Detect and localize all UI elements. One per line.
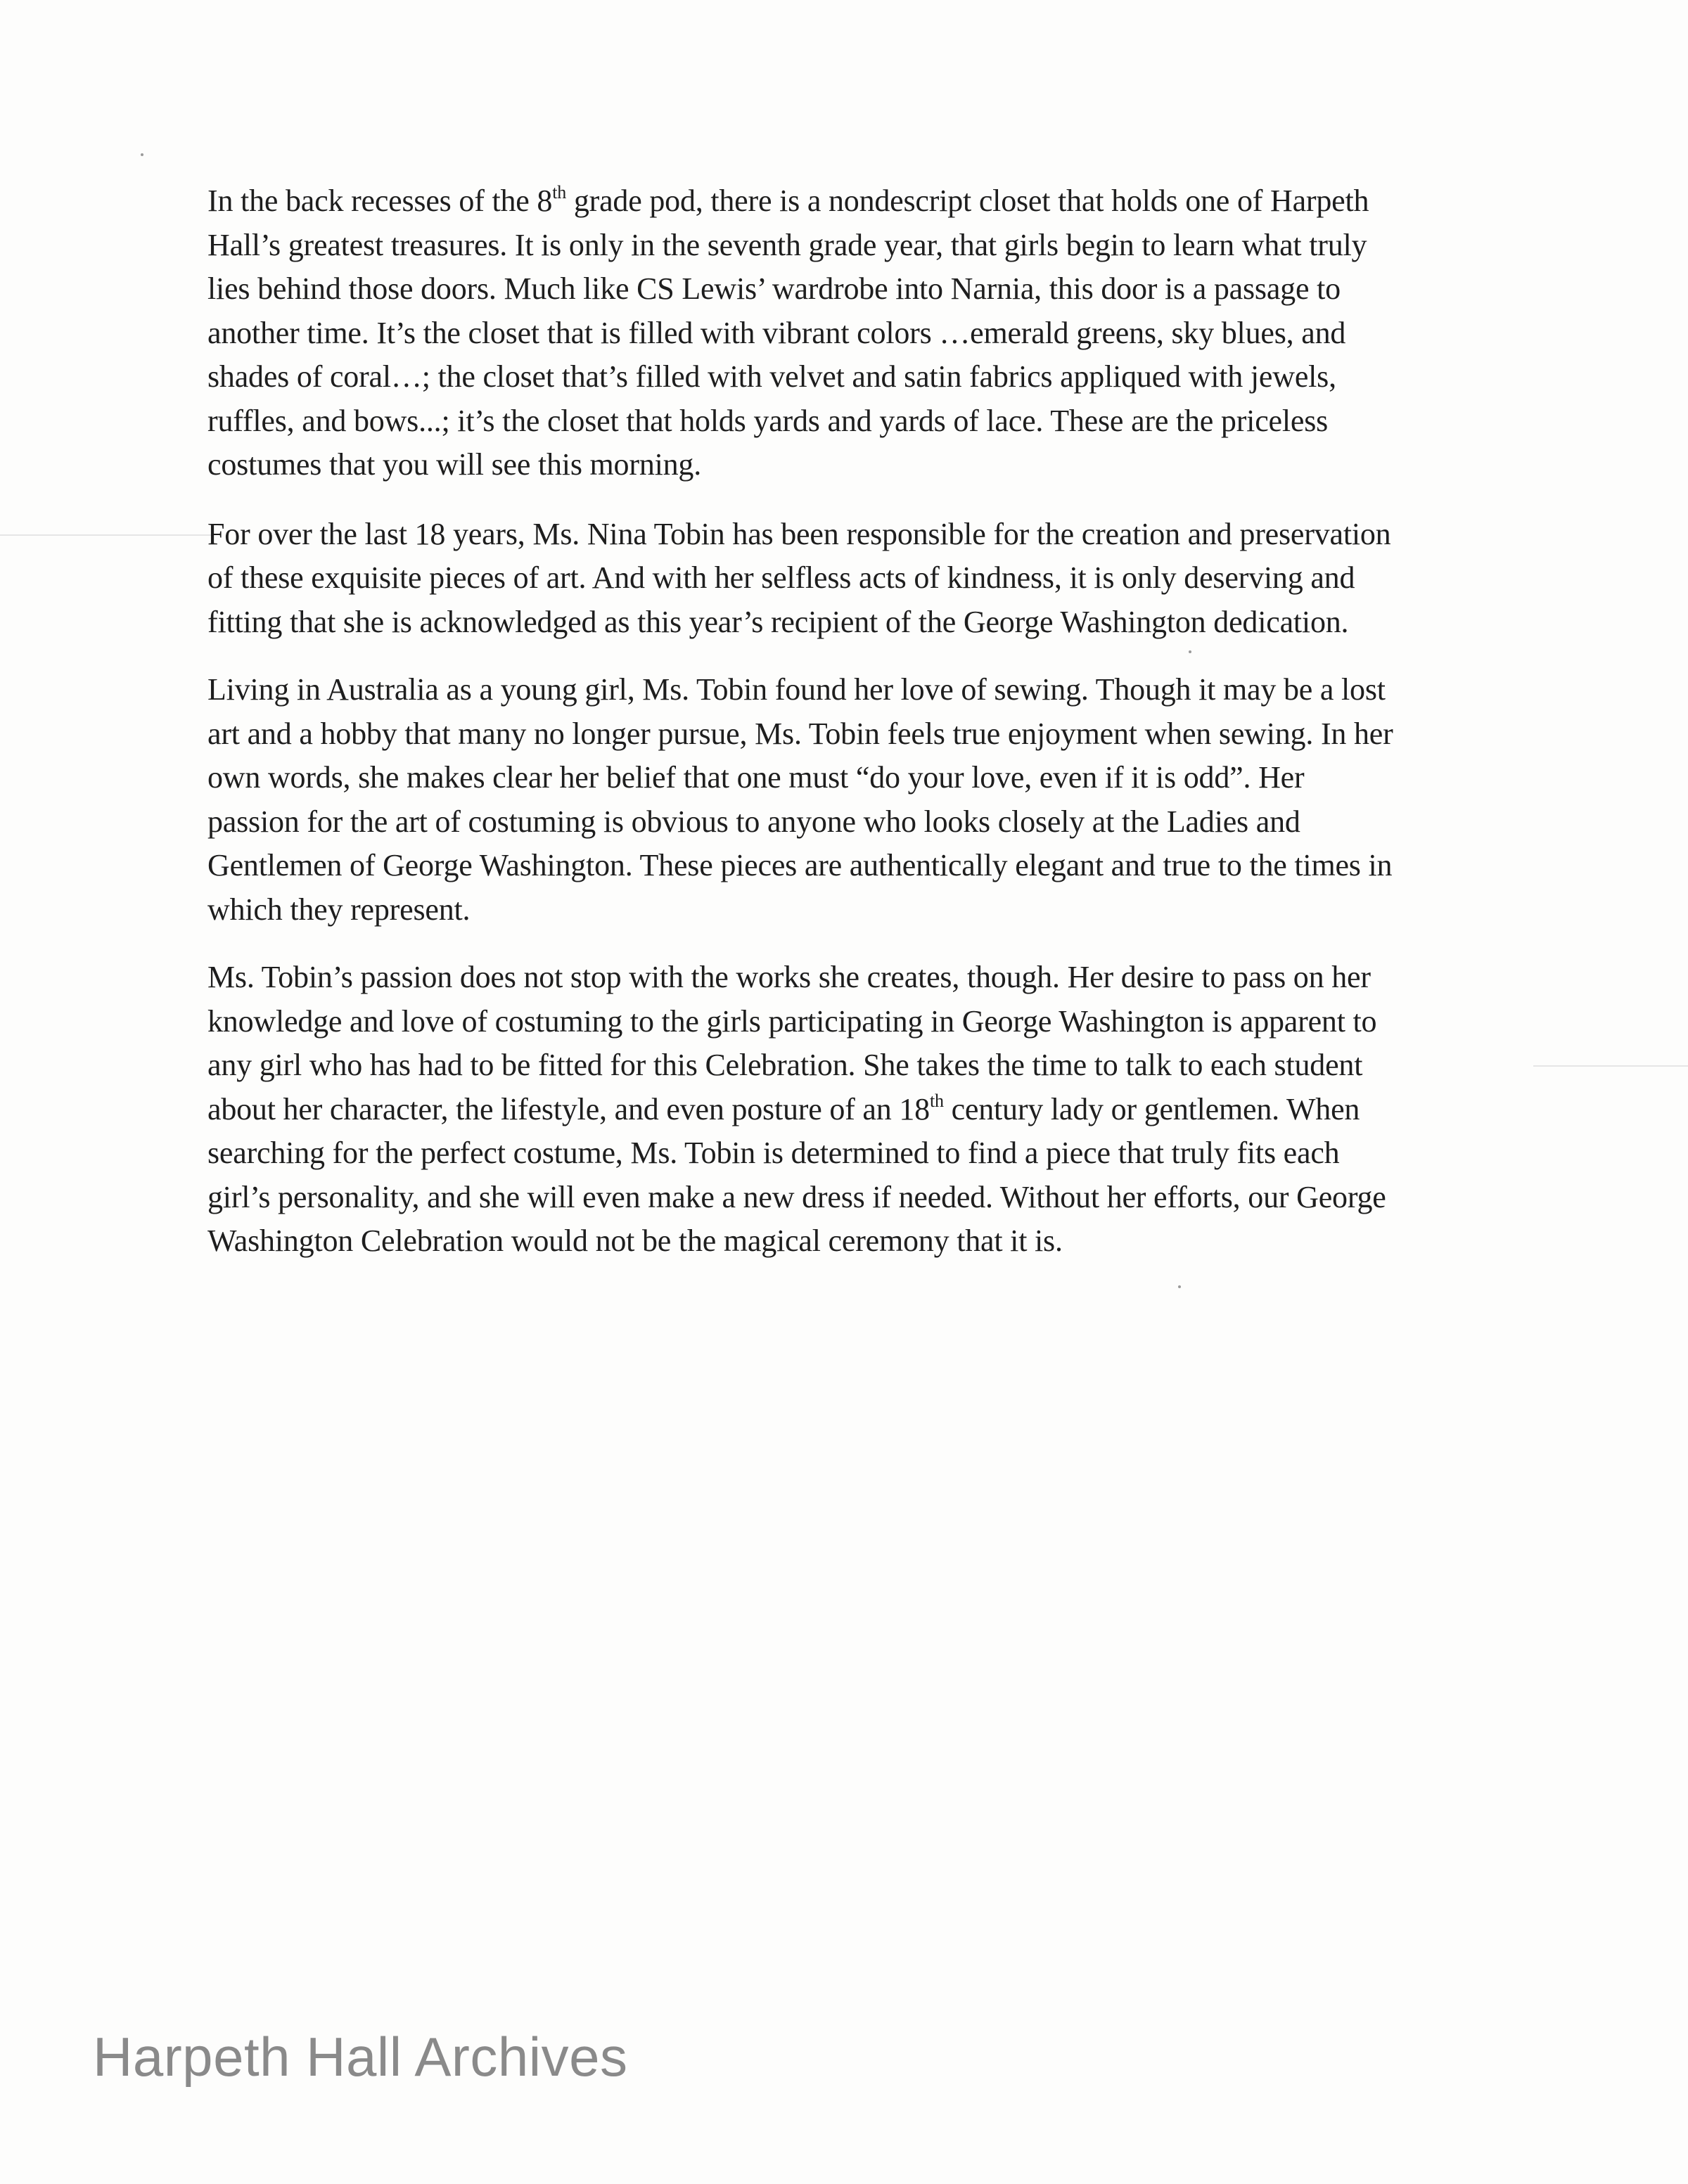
paragraph-closet: [207, 179, 1530, 487]
text-line: Living in Australia as a young girl, Ms. Tobin found her love of sewing. Though it may be a lost: [207, 672, 1386, 707]
text-line: [207, 1088, 1530, 1132]
text-segment: century lady or gentlemen. When: [943, 1091, 1360, 1126]
scan-artifact-dot: [1178, 1285, 1181, 1288]
archive-watermark: Harpeth Hall Archives: [93, 2026, 628, 2088]
text-line: Hall’s greatest treasures. It is only in the seventh grade year, that girls begin to learn what truly: [207, 227, 1367, 262]
paragraph-passion: [207, 956, 1530, 1264]
text-segment: In the back recesses of the 8: [207, 184, 553, 218]
paragraph-spacer: [207, 644, 1530, 668]
text-line: art and a hobby that many no longer pursue, Ms. Tobin feels true enjoyment when sewing. In her: [207, 716, 1393, 751]
paragraph-spacer: [207, 487, 1530, 513]
text-line: shades of coral…; the closet that’s filled with velvet and satin fabrics appliqued with jewels,: [207, 359, 1336, 394]
text-line: searching for the perfect costume, Ms. Tobin is determined to find a piece that truly fits each: [207, 1136, 1340, 1170]
paragraph-sewing: [207, 668, 1530, 932]
text-line: Ms. Tobin’s passion does not stop with the works she creates, though. Her desire to pass on her: [207, 960, 1371, 994]
paragraph-spacer: [207, 932, 1530, 956]
text-line: another time. It’s the closet that is filled with vibrant colors …emerald greens, sky blues, and: [207, 315, 1346, 350]
text-line: any girl who has had to be fitted for this Celebration. She takes the time to talk to each student: [207, 1048, 1363, 1082]
text-line: own words, she makes clear her belief that one must “do your love, even if it is odd”. Her: [207, 760, 1305, 795]
text-line: fitting that she is acknowledged as this year’s recipient of the George Washington dedication.: [207, 604, 1349, 639]
scan-artifact-line: [0, 534, 211, 536]
text-segment: grade pod, there is a nondescript closet that holds one of Harpeth: [566, 184, 1369, 218]
text-line: costumes that you will see this morning.: [207, 447, 702, 482]
text-line: girl’s personality, and she will even make a new dress if needed. Without her efforts, our George: [207, 1179, 1386, 1214]
ordinal-superscript: th: [929, 1090, 944, 1111]
document-body: [207, 179, 1530, 1264]
text-line: Gentlemen of George Washington. These pieces are authentically elegant and true to the times in: [207, 848, 1393, 882]
text-line: passion for the art of costuming is obvious to anyone who looks closely at the Ladies and: [207, 804, 1300, 839]
paragraph-dedication: [207, 513, 1530, 645]
scan-artifact-dot: [141, 153, 143, 156]
text-line: [207, 179, 1530, 224]
text-line: knowledge and love of costuming to the girls participating in George Washington is apparent to: [207, 1003, 1377, 1039]
text-line: Washington Celebration would not be the magical ceremony that it is.: [207, 1223, 1063, 1258]
text-line: of these exquisite pieces of art. And with her selfless acts of kindness, it is only deserving and: [207, 560, 1355, 595]
text-line: ruffles, and bows...; it’s the closet that holds yards and yards of lace. These are the priceless: [207, 403, 1329, 438]
text-line: For over the last 18 years, Ms. Nina Tobin has been responsible for the creation and preservation: [207, 516, 1391, 551]
ordinal-superscript: th: [552, 182, 567, 203]
text-line: which they represent.: [207, 892, 471, 927]
scan-artifact-line: [1533, 1065, 1688, 1067]
text-segment: about her character, the lifestyle, and even posture of an 18: [207, 1091, 930, 1126]
text-line: lies behind those doors. Much like CS Lewis’ wardrobe into Narnia, this door is a passage to: [207, 271, 1341, 306]
